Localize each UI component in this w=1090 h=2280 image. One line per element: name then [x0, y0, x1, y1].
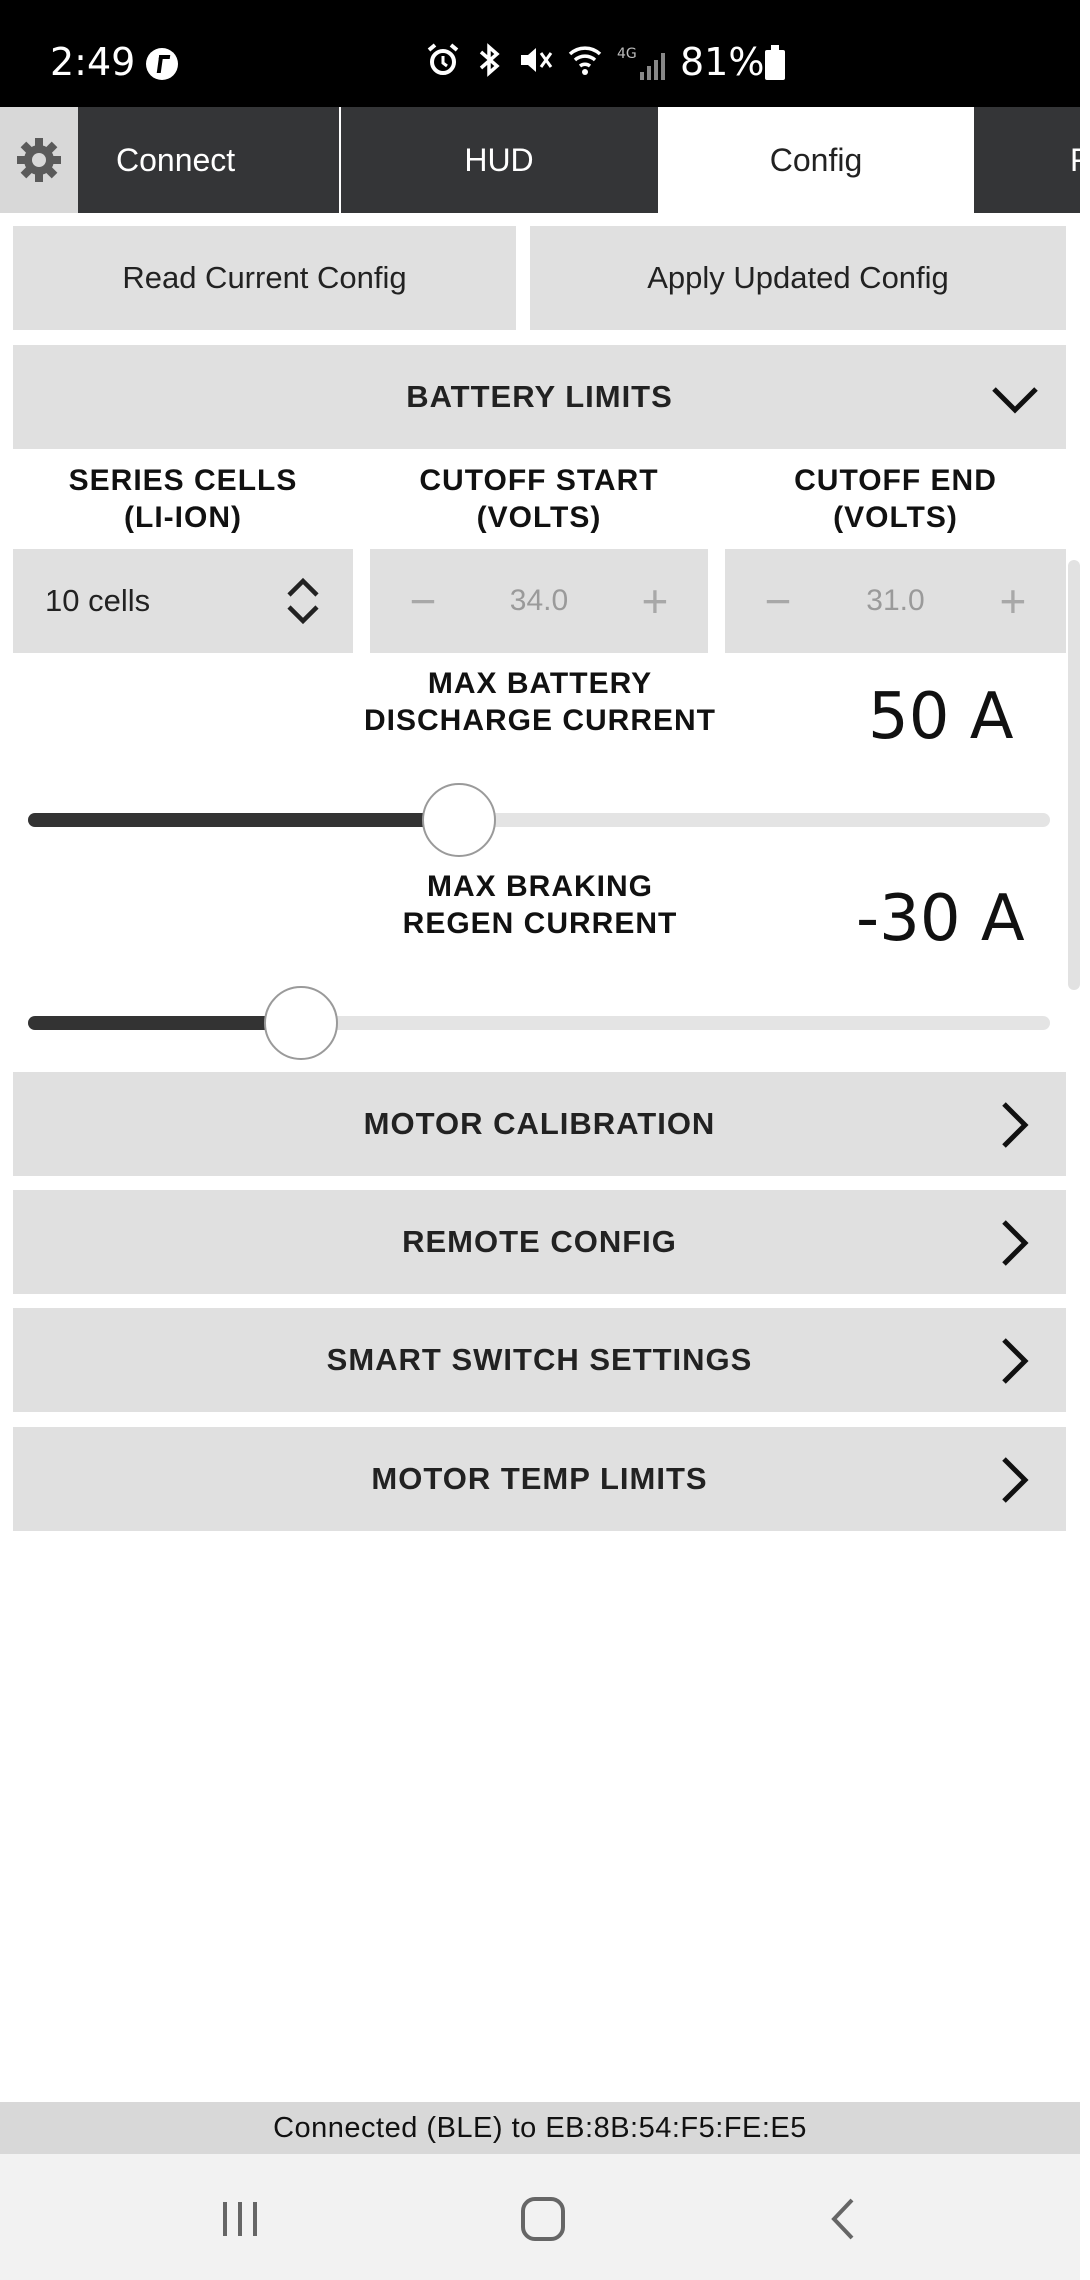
section-title: BATTERY LIMITS [406, 379, 673, 414]
section-title: REMOTE CONFIG [402, 1224, 677, 1259]
chevron-right-icon [990, 1336, 1040, 1386]
tab-connect[interactable] [80, 107, 338, 213]
motor-temp-limits-section[interactable] [13, 1427, 1066, 1531]
label-line: (VOLTS) [476, 501, 602, 534]
slider-fill [28, 813, 459, 827]
apply-config-button[interactable] [530, 226, 1066, 330]
battery-percent: 81% [680, 40, 765, 84]
label-line: MAX BATTERY [427, 667, 653, 700]
max-regen-slider[interactable] [28, 1016, 1050, 1030]
cutoff-end-stepper [725, 549, 1066, 653]
status-time: 2:49 [50, 40, 136, 84]
back-icon[interactable] [810, 2184, 880, 2254]
chevron-down-icon [990, 375, 1040, 425]
series-cells-label [13, 462, 353, 536]
gear-icon [15, 136, 63, 184]
signal-icon [640, 50, 670, 80]
slider-thumb[interactable] [264, 986, 338, 1060]
decrement-button[interactable]: − [764, 575, 792, 627]
max-regen-label [290, 868, 790, 942]
button-label: Apply Updated Config [647, 260, 949, 295]
battery-limits-header[interactable] [13, 345, 1066, 449]
increment-button[interactable]: + [641, 575, 669, 627]
select-value: 10 cells [45, 583, 151, 618]
label-line: (VOLTS) [833, 501, 958, 534]
label-line: CUTOFF END [794, 464, 997, 497]
tab-bar [0, 107, 1090, 213]
label-line: DISCHARGE CURRENT [363, 704, 716, 737]
label-line: CUTOFF START [419, 464, 659, 497]
stepper-value[interactable]: 34.0 [509, 584, 569, 617]
slider-thumb[interactable] [422, 783, 496, 857]
system-nav-bar [0, 2154, 1080, 2280]
mute-icon [517, 42, 553, 78]
wifi-icon [567, 42, 603, 78]
stepper-value[interactable]: 31.0 [866, 584, 925, 617]
tab-divider [339, 107, 341, 213]
label-line: SERIES CELLS [68, 464, 298, 497]
max-regen-value: -30 A [856, 882, 1025, 956]
label-line: (LI-ION) [124, 501, 242, 534]
status-bar [0, 0, 1080, 107]
svg-text:4G: 4G [617, 46, 637, 62]
button-label: Read Current Config [122, 260, 407, 295]
tab-label: HUD [464, 141, 534, 178]
read-config-button[interactable] [13, 226, 516, 330]
connection-status-text: Connected (BLE) to EB:8B:54:F5:FE:E5 [273, 2111, 807, 2144]
battery-icon [765, 50, 785, 80]
cutoff-start-stepper [370, 549, 708, 653]
cutoff-end-label [725, 462, 1066, 536]
tab-label: Config [769, 141, 863, 178]
bluetooth-icon [475, 42, 503, 78]
motor-calibration-section[interactable] [13, 1072, 1066, 1176]
music-icon [146, 48, 178, 80]
alarm-icon [425, 42, 461, 78]
settings-tab[interactable] [0, 107, 78, 213]
chevron-right-icon [990, 1218, 1040, 1268]
up-down-chevron-icon [283, 571, 323, 631]
max-discharge-label [290, 665, 790, 739]
tab-config[interactable] [658, 107, 974, 213]
label-line: REGEN CURRENT [402, 907, 678, 940]
slider-fill [28, 1016, 301, 1030]
tab-hud[interactable] [342, 107, 656, 213]
label-line: MAX BRAKING [427, 870, 653, 903]
smart-switch-section[interactable] [13, 1308, 1066, 1412]
tab-label: Connect [116, 141, 236, 178]
decrement-button[interactable]: − [409, 575, 437, 627]
cutoff-start-label [370, 462, 708, 536]
tab-label: F [1070, 141, 1090, 178]
increment-button[interactable]: + [999, 575, 1027, 627]
section-title: MOTOR CALIBRATION [363, 1106, 716, 1141]
chevron-right-icon [990, 1455, 1040, 1505]
recent-apps-icon[interactable] [205, 2184, 275, 2254]
series-cells-select[interactable] [13, 549, 353, 653]
max-discharge-slider[interactable] [28, 813, 1050, 827]
section-title: SMART SWITCH SETTINGS [326, 1342, 753, 1377]
scrollbar[interactable] [1068, 560, 1080, 990]
status-icons [425, 42, 657, 78]
remote-config-section[interactable] [13, 1190, 1066, 1294]
tab-more[interactable] [978, 107, 1090, 213]
connection-status-bar [0, 2102, 1080, 2154]
max-discharge-value: 50 A [868, 680, 1014, 754]
chevron-right-icon [990, 1100, 1040, 1150]
home-icon[interactable] [508, 2184, 578, 2254]
section-title: MOTOR TEMP LIMITS [371, 1461, 708, 1496]
